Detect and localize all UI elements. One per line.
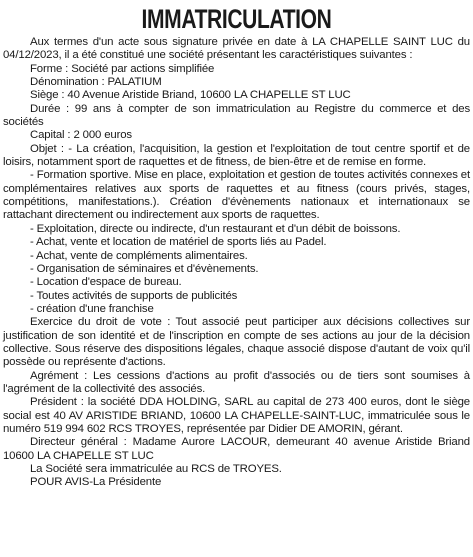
directeur-general-paragraph: Directeur général : Madame Aurore LACOUR, demeurant 40 avenue Aristide Briand 10600 LA CHAPELLE ST LUC <box>3 436 470 462</box>
rcs-line: La Société sera immatriculée au RCS de TROYES. <box>30 463 282 475</box>
droit-de-vote-paragraph: Exercice du droit de vote : Tout associé peut participer aux décisions collectives sur justification de son identité et de l'inscription en compte de ses actions au jour de la décision collective. Sous réserve des dispositions légales, chaque associé dispose d'autant de voix qu'il possède ou représente d'actions. <box>3 316 470 369</box>
formation-paragraph: - Formation sportive. Mise en place, exploitation et gestion de toutes activités connexes et complémentaires relatives aux sports de raquettes et au fitness (cours privés, stages, compétitions, manifestations.). Création d'évènements nationaux et internationaux se rattachant directement ou indirectement aux sports de raquettes. <box>3 169 470 222</box>
notice-title: IMMATRICULATION <box>141 4 332 34</box>
forme-line: Forme : Société par actions simplifiée <box>30 62 215 75</box>
objet-item-materiel: - Achat, vente et location de matériel de sports liés au Padel. <box>30 236 327 249</box>
objet-paragraph: Objet : - La création, l'acquisition, la gestion et l'exploitation de tout centre sportif et de loisirs, notamment sport de raquettes et de fitness, de bien-être et de remise en forme. <box>3 142 470 169</box>
intro-paragraph: Aux termes d'un acte sous signature privée en date à LA CHAPELLE SAINT LUC du 04/12/2023, il a été constitué une société présentant les caractéristiques suivantes : <box>3 36 470 62</box>
objet-item-bureau: - Location d'espace de bureau. <box>30 276 182 289</box>
objet-item-publicites: - Toutes activités de supports de publicités <box>30 289 238 302</box>
signature-line: POUR AVIS-La Présidente <box>30 476 162 489</box>
denomination-line: Dénomination : PALATIUM <box>30 76 162 89</box>
duree-paragraph: Durée : 99 ans à compter de son immatriculation au Registre du commerce et des sociétés <box>3 102 470 129</box>
agrement-paragraph: Agrément : Les cessions d'actions au profit d'associés ou de tiers sont soumises à l'agrément de la collectivité des associés. <box>3 369 470 395</box>
objet-item-seminaires: - Organisation de séminaires et d'évènements. <box>30 262 259 275</box>
objet-item-complements: - Achat, vente de compléments alimentaires. <box>30 249 248 262</box>
president-paragraph: Président : la société DDA HOLDING, SARL au capital de 273 400 euros, dont le siège social est 40 AV ARISTIDE BRIAND, 10600 LA CHAPELLE-SAINT-LUC, immatriculée sous le numéro 519 994 602 RCS TROYES, représentée par Didier DE AMORIN, gérant. <box>3 396 470 435</box>
objet-item-restaurant: - Exploitation, directe ou indirecte, d'un restaurant et d'un débit de boissons. <box>30 222 401 235</box>
siege-line: Siège : 40 Avenue Aristide Briand, 10600 LA CHAPELLE ST LUC <box>30 89 351 102</box>
objet-item-franchise: - création d'une franchise <box>30 302 154 315</box>
capital-line: Capital : 2 000 euros <box>30 129 132 142</box>
